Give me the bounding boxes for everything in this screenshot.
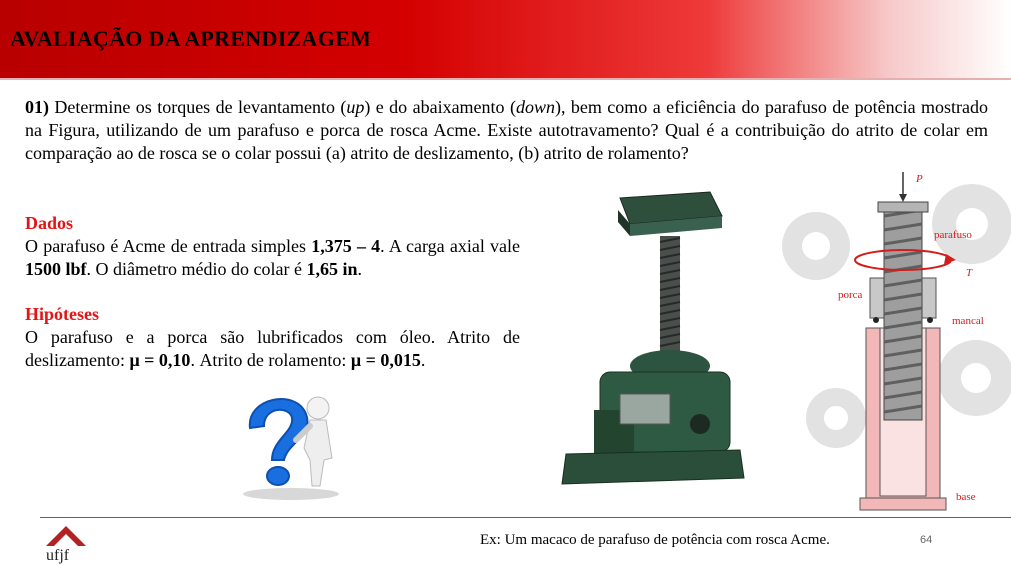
logo-text: ufjf — [46, 547, 70, 564]
dados-part: O parafuso é Acme de entrada simples — [25, 236, 312, 256]
hipoteses-part: . — [420, 350, 426, 370]
header-divider — [0, 78, 1011, 80]
question-part: Determine os torques de levantamento ( — [49, 97, 347, 117]
page-number: 64 — [920, 534, 933, 546]
screw-diagram-image — [776, 168, 1011, 513]
dados-screw-spec: 1,375 – 4 — [311, 236, 381, 256]
label-base: base — [956, 491, 976, 503]
hipoteses-section — [25, 303, 520, 372]
dados-load: 1500 lbf — [25, 259, 87, 279]
label-parafuso: parafuso — [934, 229, 972, 241]
question-text — [25, 96, 988, 165]
dados-collar-diameter: 1,65 in — [306, 259, 358, 279]
footer-divider — [40, 517, 1011, 518]
rolling-friction: μ = 0,015 — [350, 350, 421, 370]
dados-text — [25, 235, 520, 281]
question-number: 01) — [25, 97, 49, 117]
label-mancal: mancal — [952, 315, 984, 327]
slide-title: AVALIAÇÃO DA APRENDIZAGEM — [10, 26, 372, 51]
hipoteses-part: O parafuso e a porca são lubrificados com óleo. Atrito de deslizamento: — [25, 327, 520, 370]
hipoteses-part: . Atrito de rolamento: — [190, 350, 351, 370]
question-part: ) e do abaixamento ( — [364, 97, 516, 117]
label-t: T — [966, 267, 973, 279]
screw-jack-image — [560, 188, 750, 488]
dados-part: . — [357, 259, 362, 279]
label-porca: porca — [838, 289, 863, 301]
hipoteses-text — [25, 326, 520, 372]
question-mark-figure-image — [236, 388, 346, 503]
question-up: up — [346, 97, 365, 117]
label-p: P — [916, 173, 923, 185]
sliding-friction: μ = 0,10 — [129, 350, 191, 370]
hipoteses-title: Hipóteses — [25, 304, 99, 324]
figure-caption: Ex: Um macaco de parafuso de potência com rosca Acme. — [480, 532, 830, 548]
ufjf-logo — [40, 520, 98, 564]
question-part: ), bem como a eficiência do parafuso de potência mostrado na Figura, utilizando de um parafuso e porca de rosca Acme. Existe autotravamento? Qual é a contribuição do atrito de colar em comparação ao de rosca se o colar possui (a) atrito de deslizamento, (b) atrito de rolamento? — [25, 97, 989, 163]
question-down: down — [515, 97, 555, 117]
dados-part: . O diâmetro médio do colar é — [86, 259, 307, 279]
dados-title: Dados — [25, 213, 74, 233]
dados-section — [25, 212, 520, 281]
dados-part: . A carga axial vale — [380, 236, 521, 256]
